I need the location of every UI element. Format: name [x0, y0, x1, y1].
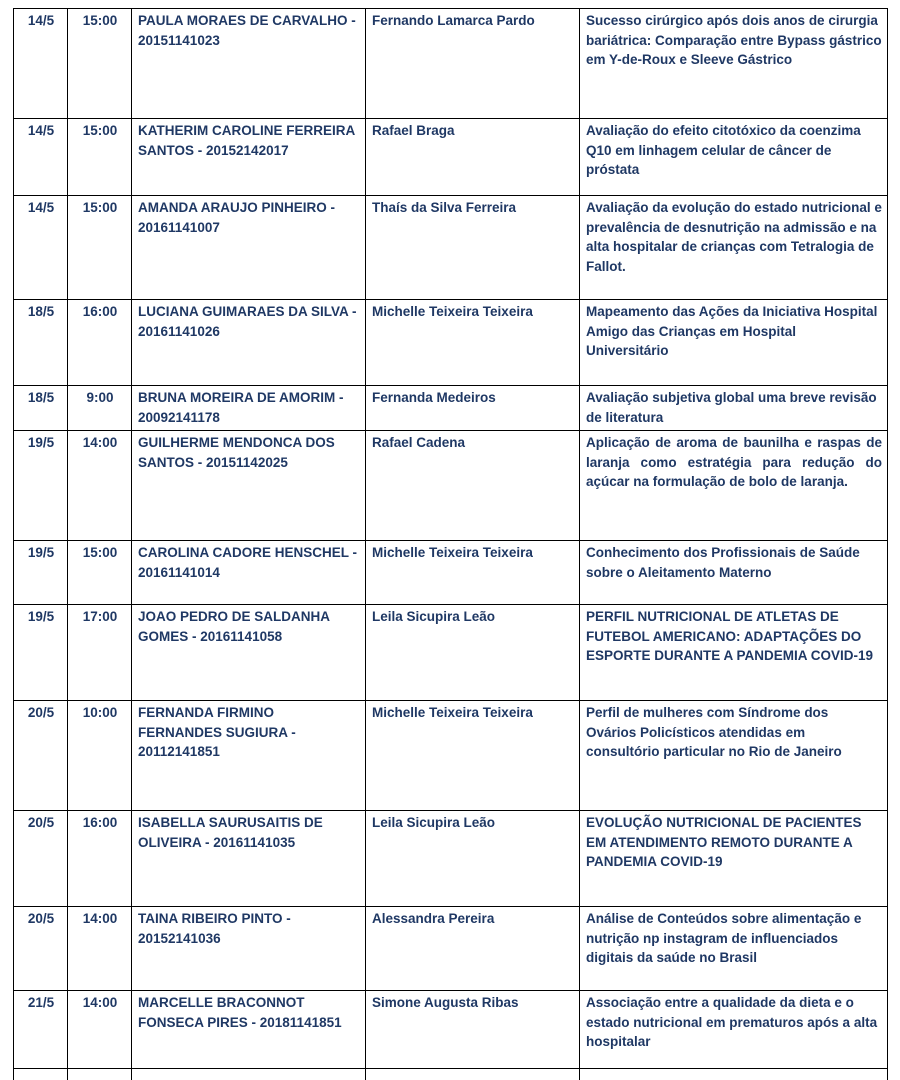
- table-row: [14, 431, 888, 541]
- cell-advisor: [366, 1069, 580, 1080]
- table-row: [14, 9, 888, 119]
- cell-time: 15:00: [68, 119, 132, 196]
- cell-time: 14:00: [68, 907, 132, 991]
- cell-time: 15:00: [68, 541, 132, 605]
- cell-advisor: Alessandra Pereira: [366, 907, 580, 991]
- cell-student: ISABELLA SAURUSAITIS DE OLIVEIRA - 20161141035: [132, 811, 366, 907]
- cell-time: 15:00: [68, 9, 132, 119]
- cell-student: FERNANDA FIRMINO FERNANDES SUGIURA - 20112141851: [132, 701, 366, 811]
- schedule-table-body: [14, 9, 888, 1080]
- cell-date: 19/5: [14, 541, 68, 605]
- cell-date: 14/5: [14, 119, 68, 196]
- cell-advisor: Michelle Teixeira Teixeira: [366, 541, 580, 605]
- table-row: [14, 1069, 888, 1080]
- cell-time: 16:00: [68, 300, 132, 386]
- table-row: [14, 300, 888, 386]
- thesis-defense-schedule-table: [13, 8, 888, 1080]
- cell-date: 18/5: [14, 300, 68, 386]
- cell-time: [68, 1069, 132, 1080]
- cell-date: 18/5: [14, 386, 68, 431]
- table-row: [14, 907, 888, 991]
- cell-time: 16:00: [68, 811, 132, 907]
- table-row: [14, 991, 888, 1069]
- cell-time: 17:00: [68, 605, 132, 701]
- cell-title: Conhecimento dos Profissionais de Saúde sobre o Aleitamento Materno: [580, 541, 888, 605]
- cell-advisor: Thaís da Silva Ferreira: [366, 196, 580, 300]
- cell-time: 10:00: [68, 701, 132, 811]
- cell-date: 21/5: [14, 991, 68, 1069]
- cell-advisor: Simone Augusta Ribas: [366, 991, 580, 1069]
- cell-date: 14/5: [14, 196, 68, 300]
- table-row: [14, 605, 888, 701]
- cell-student: [132, 1069, 366, 1080]
- table-row: [14, 811, 888, 907]
- cell-student: LUCIANA GUIMARAES DA SILVA - 20161141026: [132, 300, 366, 386]
- cell-date: [14, 1069, 68, 1080]
- cell-student: JOAO PEDRO DE SALDANHA GOMES - 20161141058: [132, 605, 366, 701]
- cell-advisor: Fernanda Medeiros: [366, 386, 580, 431]
- cell-title: Perfil de mulheres com Síndrome dos Ovários Policísticos atendidas em consultório particular no Rio de Janeiro: [580, 701, 888, 811]
- cell-student: BRUNA MOREIRA DE AMORIM - 20092141178: [132, 386, 366, 431]
- cell-title: Avaliação subjetiva global uma breve revisão de literatura: [580, 386, 888, 431]
- cell-title: Mapeamento das Ações da Iniciativa Hospital Amigo das Crianças em Hospital Universitário: [580, 300, 888, 386]
- cell-advisor: Rafael Braga: [366, 119, 580, 196]
- cell-date: 19/5: [14, 605, 68, 701]
- cell-advisor: Leila Sicupira Leão: [366, 811, 580, 907]
- cell-title: Aplicação de aroma de baunilha e raspas de laranja como estratégia para redução do açúcar na formulação de bolo de laranja.: [580, 431, 888, 541]
- cell-student: GUILHERME MENDONCA DOS SANTOS - 20151142025: [132, 431, 366, 541]
- cell-advisor: Rafael Cadena: [366, 431, 580, 541]
- cell-title: Associação entre a qualidade da dieta e o estado nutricional em prematuros após a alta hospitalar: [580, 991, 888, 1069]
- cell-time: 9:00: [68, 386, 132, 431]
- table-row: [14, 119, 888, 196]
- cell-date: 14/5: [14, 9, 68, 119]
- cell-title: PERFIL NUTRICIONAL DE ATLETAS DE FUTEBOL AMERICANO: ADAPTAÇÕES DO ESPORTE DURANTE A PANDEMIA COVID-19: [580, 605, 888, 701]
- cell-student: KATHERIM CAROLINE FERREIRA SANTOS - 20152142017: [132, 119, 366, 196]
- cell-advisor: Michelle Teixeira Teixeira: [366, 701, 580, 811]
- cell-title: Sucesso cirúrgico após dois anos de cirurgia bariátrica: Comparação entre Bypass gástrico em Y-de-Roux e Sleeve Gástrico: [580, 9, 888, 119]
- cell-advisor: Michelle Teixeira Teixeira: [366, 300, 580, 386]
- table-row: [14, 541, 888, 605]
- table-row: [14, 701, 888, 811]
- cell-date: 20/5: [14, 811, 68, 907]
- cell-title: [580, 1069, 888, 1080]
- cell-time: 14:00: [68, 991, 132, 1069]
- cell-student: MARCELLE BRACONNOT FONSECA PIRES - 20181141851: [132, 991, 366, 1069]
- cell-student: TAINA RIBEIRO PINTO - 20152141036: [132, 907, 366, 991]
- cell-student: AMANDA ARAUJO PINHEIRO - 20161141007: [132, 196, 366, 300]
- cell-date: 20/5: [14, 701, 68, 811]
- cell-advisor: Leila Sicupira Leão: [366, 605, 580, 701]
- cell-time: 15:00: [68, 196, 132, 300]
- cell-student: PAULA MORAES DE CARVALHO - 20151141023: [132, 9, 366, 119]
- cell-date: 20/5: [14, 907, 68, 991]
- cell-title: Análise de Conteúdos sobre alimentação e nutrição np instagram de influenciados digitais da saúde no Brasil: [580, 907, 888, 991]
- cell-title: EVOLUÇÃO NUTRICIONAL DE PACIENTES EM ATENDIMENTO REMOTO DURANTE A PANDEMIA COVID-19: [580, 811, 888, 907]
- table-row: [14, 196, 888, 300]
- cell-student: CAROLINA CADORE HENSCHEL - 20161141014: [132, 541, 366, 605]
- cell-title: Avaliação da evolução do estado nutricional e prevalência de desnutrição na admissão e na alta hospitalar de crianças com Tetralogia de Fallot.: [580, 196, 888, 300]
- cell-advisor: Fernando Lamarca Pardo: [366, 9, 580, 119]
- table-row: [14, 386, 888, 431]
- cell-title: Avaliação do efeito citotóxico da coenzima Q10 em linhagem celular de câncer de próstata: [580, 119, 888, 196]
- cell-time: 14:00: [68, 431, 132, 541]
- cell-date: 19/5: [14, 431, 68, 541]
